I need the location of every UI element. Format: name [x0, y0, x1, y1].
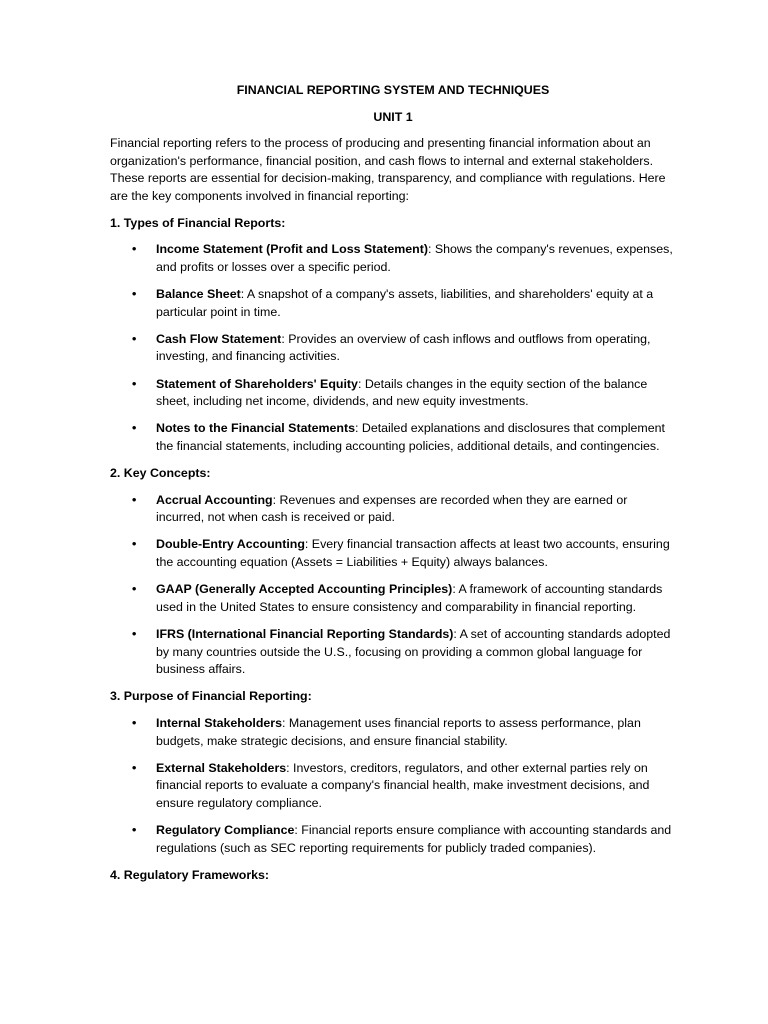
bullet-icon: • [132, 286, 137, 301]
list-item-text: : A framework of accounting standards used in the United States to ensure consistency and comparability in financial reporting. [156, 582, 663, 614]
bullet-icon: • [132, 242, 137, 257]
list-item-term: Internal Stakeholders [156, 715, 283, 730]
section-purpose [110, 688, 676, 857]
list-item-text: : Financial reports ensure compliance with accounting standards and regulations (such as SEC reporting requirements for publicly traded companies). [156, 823, 672, 855]
bullet-icon: • [132, 715, 137, 730]
list-item-text: : A snapshot of a company's assets, liabilities, and shareholders' equity at a particular point in time. [156, 286, 654, 319]
list-item-text: : Every financial transaction affects at least two accounts, ensuring the accounting equation (Assets = Liabilities + Equity) always balances. [156, 537, 670, 570]
list-item-text: : Management uses financial reports to assess performance, plan budgets, make strategic decisions, and ensure financial stability. [156, 715, 641, 748]
list-item-term: Regulatory Compliance [156, 823, 295, 838]
list-item [110, 822, 676, 857]
list-item-text: : A set of accounting standards adopted by many countries outside the U.S., focusing on providing a common global language for business affairs. [156, 627, 671, 677]
list-item-text: : Detailed explanations and disclosures that complement the financial statements, including accounting policies, additional details, and contingencies. [156, 421, 665, 453]
bullet-icon: • [132, 492, 137, 507]
list-item-term: GAAP (Generally Accepted Accounting Principles) [156, 582, 453, 597]
bullet-list [110, 241, 676, 455]
list-item [110, 626, 676, 679]
list-item-text: : Shows the company's revenues, expenses, and profits or losses over a specific period. [156, 242, 673, 274]
section-heading: 1. Types of Financial Reports: [110, 215, 286, 230]
intro-paragraph: Financial reporting refers to the process of producing and presenting financial information about an organization's performance, financial position, and cash flows to internal and external stakeholders. These reports are essential for decision-making, transparency, and compliance with regulations. Here are the key components involved in financial reporting: [110, 136, 666, 203]
section-key-concepts [110, 465, 676, 679]
list-item [110, 492, 676, 527]
section-types [110, 215, 676, 456]
bullet-icon: • [132, 421, 137, 436]
bullet-icon: • [132, 376, 137, 391]
bullet-list [110, 492, 676, 679]
list-item [110, 581, 676, 616]
bullet-icon: • [132, 627, 137, 641]
section-heading: 4. Regulatory Frameworks: [110, 867, 270, 882]
section-heading: 2. Key Concepts: [110, 466, 211, 481]
list-item-term: Balance Sheet [156, 286, 241, 301]
list-item [110, 376, 676, 411]
unit-heading: UNIT 1 [373, 109, 413, 124]
bullet-list [110, 715, 676, 857]
section-heading: 3. Purpose of Financial Reporting: [110, 689, 312, 704]
list-item-term: IFRS (International Financial Reporting Standards) [156, 627, 454, 641]
list-item [110, 420, 676, 455]
list-item-text: : Provides an overview of cash inflows and outflows from operating, investing, and financing activities. [156, 331, 651, 364]
list-item-term: Notes to the Financial Statements [156, 421, 355, 436]
list-item-term: Cash Flow Statement [156, 331, 282, 346]
list-item-text: : Investors, creditors, regulators, and other external parties rely on financial reports to evaluate a company's financial health, make investment decisions, and ensure regulatory compliance. [156, 760, 650, 810]
list-item [110, 715, 676, 750]
list-item [110, 241, 676, 276]
list-item-term: External Stakeholders [156, 760, 287, 775]
list-item-term: Double-Entry Accounting [156, 537, 305, 552]
bullet-icon: • [132, 823, 137, 838]
list-item-term: Accrual Accounting [156, 492, 273, 507]
list-item-text: : Details changes in the equity section of the balance sheet, including net income, dividends, and new equity investments. [156, 376, 648, 409]
bullet-icon: • [132, 582, 137, 597]
bullet-icon: • [132, 537, 137, 552]
list-item-text: : Revenues and expenses are recorded when they are earned or incurred, not when cash is received or paid. [156, 492, 628, 525]
section-regulatory [110, 867, 676, 885]
list-item [110, 536, 676, 571]
document-title: FINANCIAL REPORTING SYSTEM AND TECHNIQUES [236, 83, 550, 97]
list-item [110, 760, 676, 813]
bullet-icon: • [132, 760, 137, 775]
bullet-icon: • [132, 331, 137, 346]
list-item-term: Statement of Shareholders' Equity [156, 376, 358, 391]
list-item [110, 286, 676, 321]
list-item-term: Income Statement (Profit and Loss Statement) [156, 242, 428, 257]
list-item [110, 331, 676, 366]
